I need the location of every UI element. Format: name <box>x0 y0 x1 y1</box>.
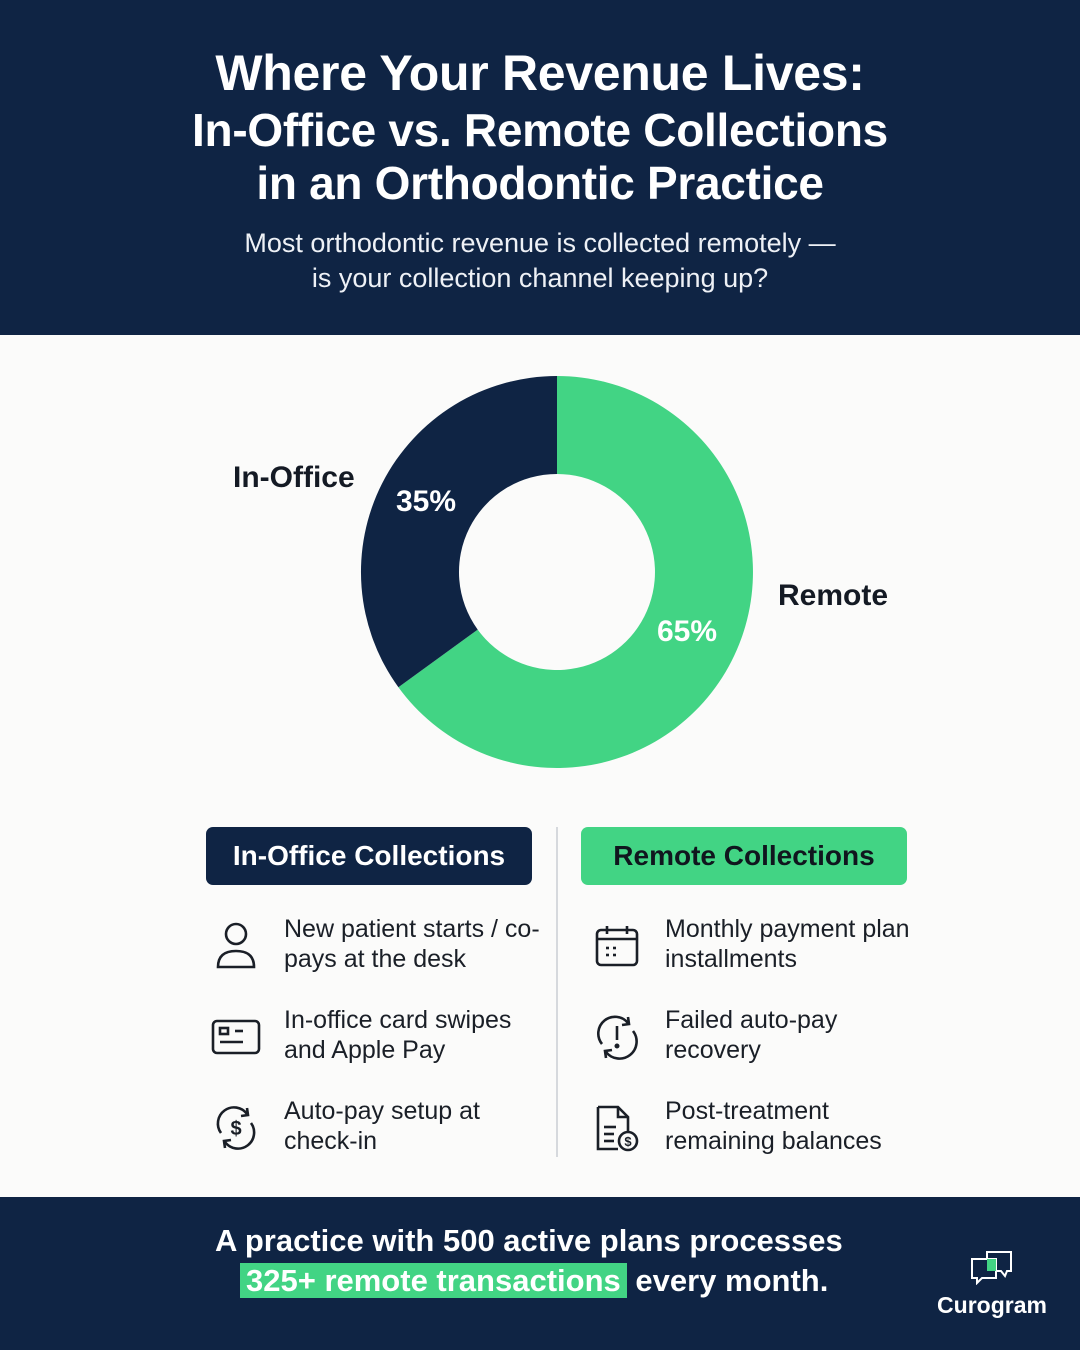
calendar-icon <box>591 920 643 972</box>
footer-highlight: 325+ remote transactions <box>240 1263 627 1298</box>
remote-column <box>581 827 921 885</box>
svg-text:$: $ <box>230 1118 242 1140</box>
header-banner <box>0 0 1080 335</box>
item-text: New patient starts / co-pays at the desk <box>284 915 540 973</box>
in-office-column <box>206 827 546 885</box>
list-item <box>210 1005 544 1065</box>
column-divider <box>556 827 558 1157</box>
in-office-percent: 35% <box>396 485 457 518</box>
title-line-1: Where Your Revenue Lives: <box>215 45 865 101</box>
invoice-dollar-icon <box>591 1102 643 1154</box>
donut-chart <box>360 375 754 769</box>
list-item <box>210 914 544 974</box>
item-text: Failed auto-pay recovery <box>665 1006 838 1064</box>
subtitle-line-2: is your collection channel keeping up? <box>311 263 769 293</box>
title-line-2: In-Office vs. Remote Collections <box>192 104 888 156</box>
footer-line-2 <box>240 1261 828 1301</box>
donut-chart-area <box>0 335 1080 805</box>
footer-line-2-rest: every month. <box>626 1263 829 1298</box>
in-office-heading: In-Office Collections <box>206 827 532 885</box>
remote-label: Remote <box>778 579 889 612</box>
brand-name: Curogram <box>937 1292 1047 1318</box>
item-text: Post-treatment remaining balances <box>665 1097 882 1155</box>
item-text: In-office card swipes and Apple Pay <box>284 1006 512 1064</box>
list-item <box>591 914 925 974</box>
item-text: Auto-pay setup at check-in <box>284 1097 480 1155</box>
footer-line-1: A practice with 500 active plans processes <box>215 1223 843 1258</box>
person-icon <box>210 920 262 972</box>
card-icon <box>210 1011 262 1063</box>
item-text: Monthly payment plan installments <box>665 915 910 973</box>
footer-banner <box>0 1197 1080 1350</box>
svg-text:$: $ <box>624 1134 632 1149</box>
remote-heading: Remote Collections <box>581 827 907 885</box>
curogram-logo <box>930 1249 1054 1319</box>
chat-bubbles-icon <box>969 1249 1015 1285</box>
remote-percent: 65% <box>657 615 718 648</box>
list-item <box>591 1005 925 1065</box>
list-item <box>210 1096 544 1156</box>
title-line-3: in an Orthodontic Practice <box>256 157 824 209</box>
list-item <box>591 1096 925 1156</box>
in-office-label: In-Office <box>233 461 355 494</box>
alert-cycle-icon <box>591 1011 643 1063</box>
in-office-slice <box>361 376 557 687</box>
dollar-cycle-icon <box>210 1102 262 1154</box>
subtitle-line-1: Most orthodontic revenue is collected remotely — <box>244 228 836 258</box>
